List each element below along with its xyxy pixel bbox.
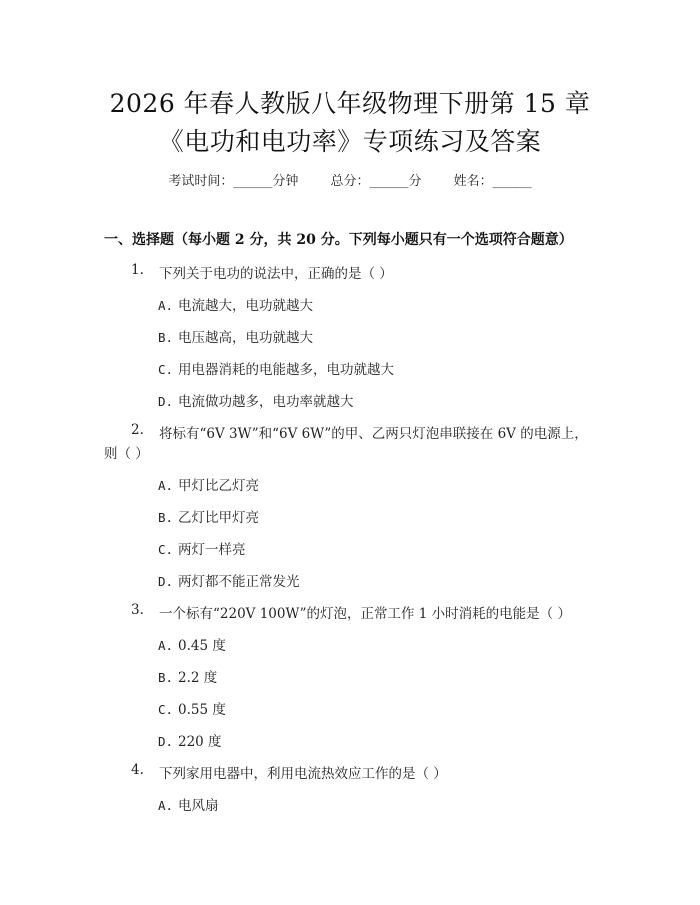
option-text: 两灯一样亮	[178, 542, 246, 558]
question-number: 1.	[131, 262, 144, 278]
option-letter: D.	[158, 574, 174, 589]
option-letter: C.	[158, 362, 174, 377]
exam-time-field: 考试时间：______分钟	[168, 174, 299, 189]
option-item	[158, 570, 300, 590]
option-letter: C.	[158, 542, 174, 557]
document-title-line-1: 2026 年春人教版八年级物理下册第 15 章	[109, 89, 591, 118]
question-stem: 下列关于电功的说法中，正确的是（ ）	[159, 266, 393, 282]
question-stem: 一个标有“220V 100W”的灯泡，正常工作 1 小时消耗的电能是（ ）	[159, 606, 571, 622]
option-letter: A.	[158, 798, 174, 813]
option-text: 用电器消耗的电能越多，电功就越大	[178, 362, 394, 378]
option-letter: D.	[158, 394, 174, 409]
option-text: 甲灯比乙灯亮	[178, 478, 259, 494]
question-stem-continued: 则（ ）	[104, 446, 149, 462]
option-item	[158, 666, 217, 686]
name-field: 姓名：______	[453, 174, 532, 189]
option-letter: A.	[158, 478, 174, 493]
question-stem: 下列家用电器中，利用电流热效应工作的是（ ）	[159, 766, 447, 782]
document-title-line-2: 《电功和电功率》专项练习及答案	[158, 127, 542, 156]
option-text: 电压越高，电功就越大	[178, 330, 313, 346]
option-text: 2.2 度	[178, 670, 218, 686]
option-letter: C.	[158, 702, 174, 717]
section-heading: 一、选择题（每小题 2 分，共 20 分。下列每小题只有一个选项符合题意）	[104, 232, 573, 248]
option-text: 电风扇	[178, 798, 219, 814]
question-number: 3.	[131, 602, 144, 618]
option-letter: B.	[158, 670, 174, 685]
option-letter: B.	[158, 510, 174, 525]
option-item	[158, 358, 394, 378]
total-score-field: 总分：______分	[330, 174, 422, 189]
option-text: 220 度	[178, 734, 222, 750]
option-item	[158, 506, 259, 526]
option-item	[158, 730, 222, 750]
option-item	[158, 294, 313, 314]
exam-meta	[0, 170, 700, 189]
option-letter: D.	[158, 734, 174, 749]
option-text: 电流越大，电功就越大	[178, 298, 313, 314]
option-item	[158, 326, 313, 346]
option-text: 乙灯比甲灯亮	[178, 510, 259, 526]
option-item	[158, 390, 354, 410]
option-item	[158, 474, 259, 494]
option-text: 0.55 度	[178, 702, 226, 718]
option-letter: A.	[158, 638, 174, 653]
option-letter: B.	[158, 330, 174, 345]
option-text: 0.45 度	[178, 638, 226, 654]
option-item	[158, 698, 226, 718]
question-number: 2.	[131, 422, 144, 438]
option-letter: A.	[158, 298, 174, 313]
question-stem: 将标有“6V 3W”和“6V 6W”的甲、乙两只灯泡串联接在 6V 的电源上，	[159, 426, 588, 442]
question-number: 4.	[131, 762, 144, 778]
option-text: 两灯都不能正常发光	[178, 574, 300, 590]
option-item	[158, 538, 246, 558]
option-text: 电流做功越多，电功率就越大	[178, 394, 354, 410]
option-item	[158, 634, 226, 654]
option-item	[158, 794, 219, 814]
